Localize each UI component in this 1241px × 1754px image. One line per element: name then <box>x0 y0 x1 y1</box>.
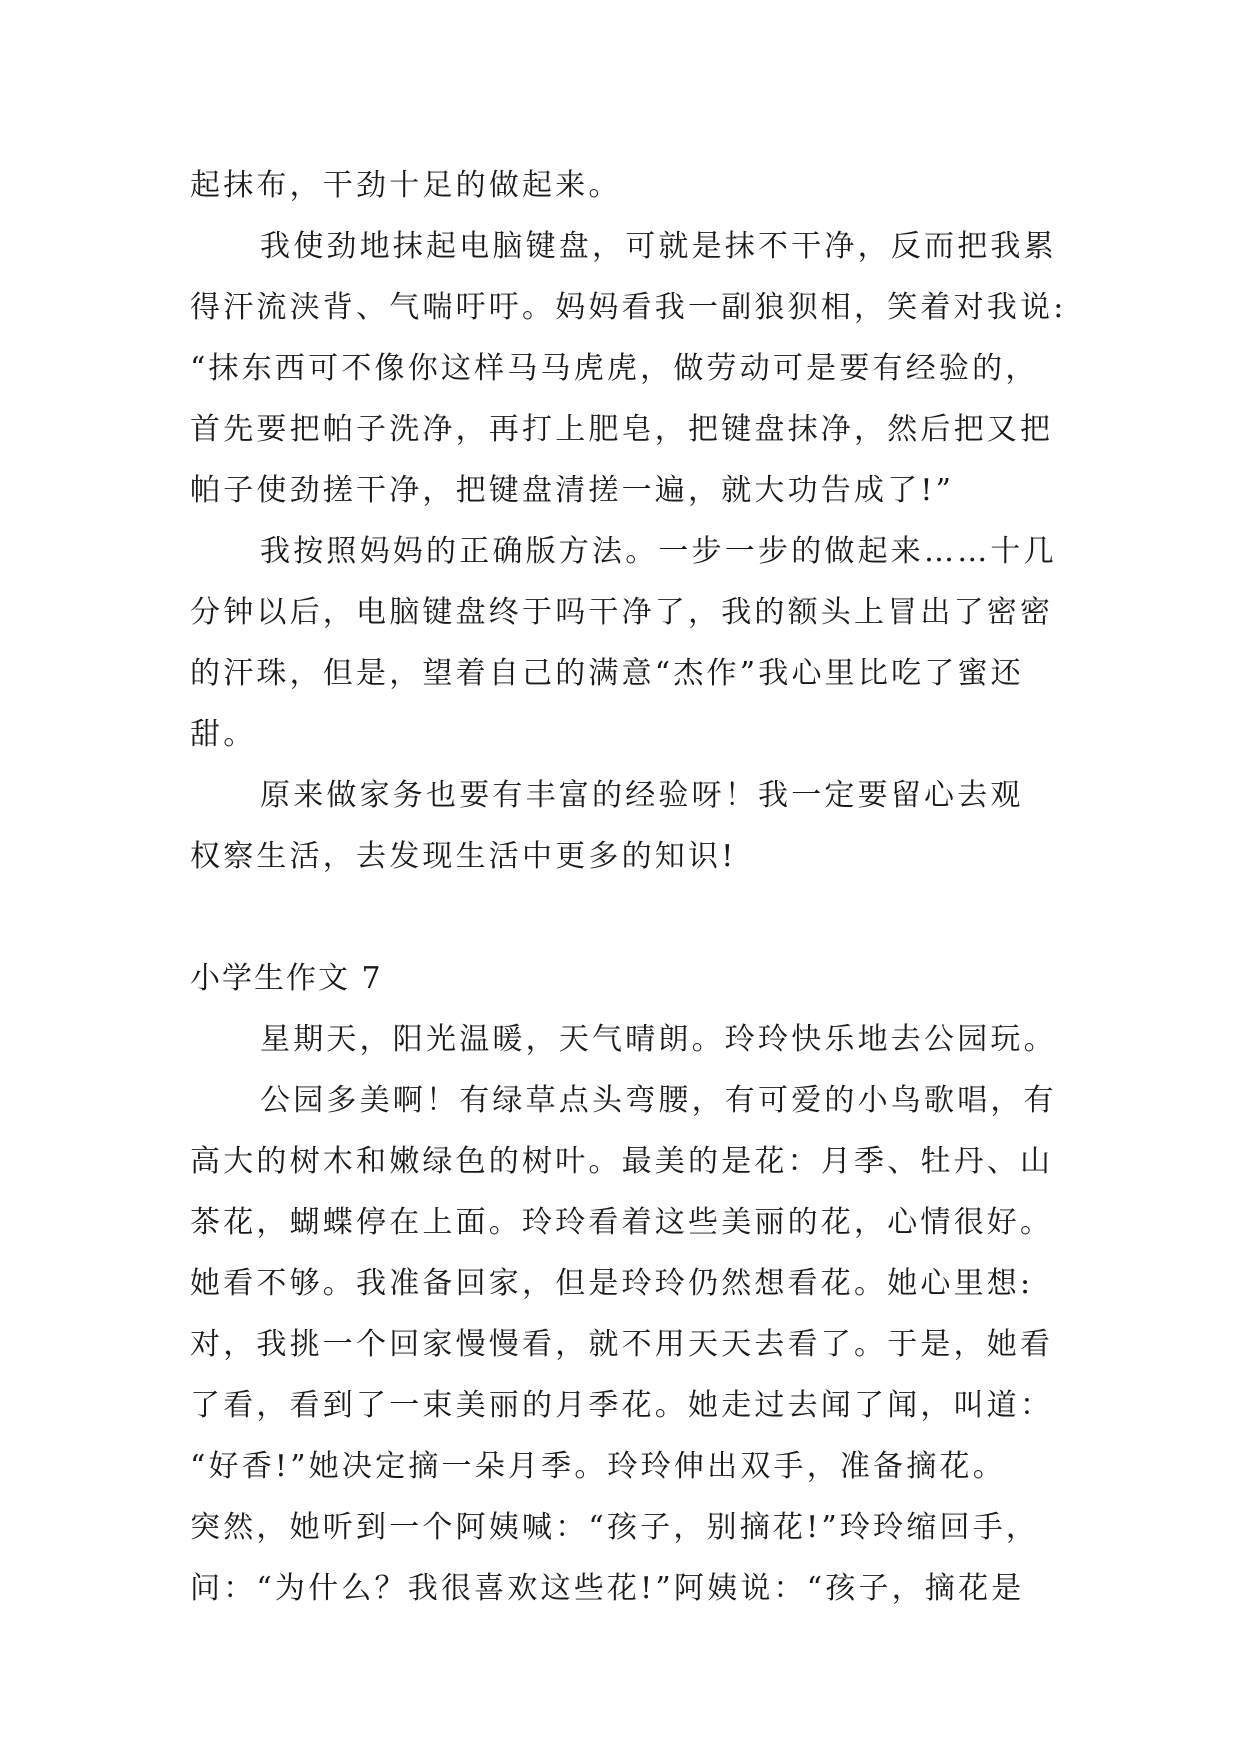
text-line: 她看不够。我准备回家，但是玲玲仍然想看花。她心里想: <box>190 1266 1034 1301</box>
text-line: 公园多美啊！有绿草点头弯腰，有可爱的小鸟歌唱，有 <box>260 1083 1057 1118</box>
text-line: 帕子使劲搓干净，把键盘清搓一遍，就大功告成了!” <box>190 473 955 508</box>
text-line: 我按照妈妈的正确版方法。一步一步的做起来……十几 <box>260 534 1057 569</box>
text-line: “抹东西可不像你这样马马虎虎，做劳动可是要有经验的， <box>190 351 1039 386</box>
text-line: 茶花，蝴蝶停在上面。玲玲看着这些美丽的花，心情很好。 <box>190 1205 1054 1240</box>
text-line: 了看，看到了一束美丽的月季花。她走过去闻了闻，叫道： <box>190 1388 1054 1423</box>
paragraph-sunday <box>190 1009 1070 1070</box>
text-line: 对，我挑一个回家慢慢看，就不用天天去看了。于是，她看 <box>190 1327 1054 1362</box>
text-line: 权察生活，去发现生活中更多的知识! <box>190 839 737 874</box>
text-line: 星期天，阳光温暖，天气晴朗。玲玲快乐地去公园玩。 <box>260 1022 1057 1057</box>
essay-title: 小学生作文 7 <box>190 961 383 996</box>
paragraph-method <box>190 521 1070 765</box>
paragraph-continued <box>190 155 1070 216</box>
text-line: “好香!”她决定摘一朵月季。玲玲伸出双手，准备摘花。 <box>190 1449 1006 1484</box>
text-line: 高大的树木和嫩绿色的树叶。最美的是花：月季、牡丹、山 <box>190 1144 1054 1179</box>
text-line: 原来做家务也要有丰富的经验呀！我一定要留心去观 <box>260 778 1024 813</box>
text-line: 分钟以后，电脑键盘终于吗干净了，我的额头上冒出了密密 <box>190 595 1054 630</box>
paragraph-conclusion <box>190 765 1070 887</box>
text-line: 首先要把帕子洗净，再打上肥皂，把键盘抹净，然后把又把 <box>190 412 1054 447</box>
text-line: 得汗流浃背、气喘吁吁。妈妈看我一副狼狈相，笑着对我说: <box>190 290 1067 325</box>
document-body <box>190 155 1070 1619</box>
text-line: 我使劲地抹起电脑键盘，可就是抹不干净，反而把我累 <box>260 229 1057 264</box>
paragraph-keyboard-cleaning <box>190 216 1070 521</box>
text-line: 问：“为什么？我很喜欢这些花!”阿姨说：“孩子，摘花是 <box>190 1571 1025 1606</box>
text-line: 甜。 <box>190 717 257 752</box>
text-line: 突然，她听到一个阿姨喊：“孩子，别摘花!”玲玲缩回手， <box>190 1510 1040 1545</box>
text-line: 的汗珠，但是，望着自己的满意“杰作”我心里比吃了蜜还 <box>190 656 1024 691</box>
paragraph-park <box>190 1070 1070 1619</box>
section-gap <box>190 887 1070 948</box>
text-line: 起抹布，干劲十足的做起来。 <box>190 168 622 203</box>
